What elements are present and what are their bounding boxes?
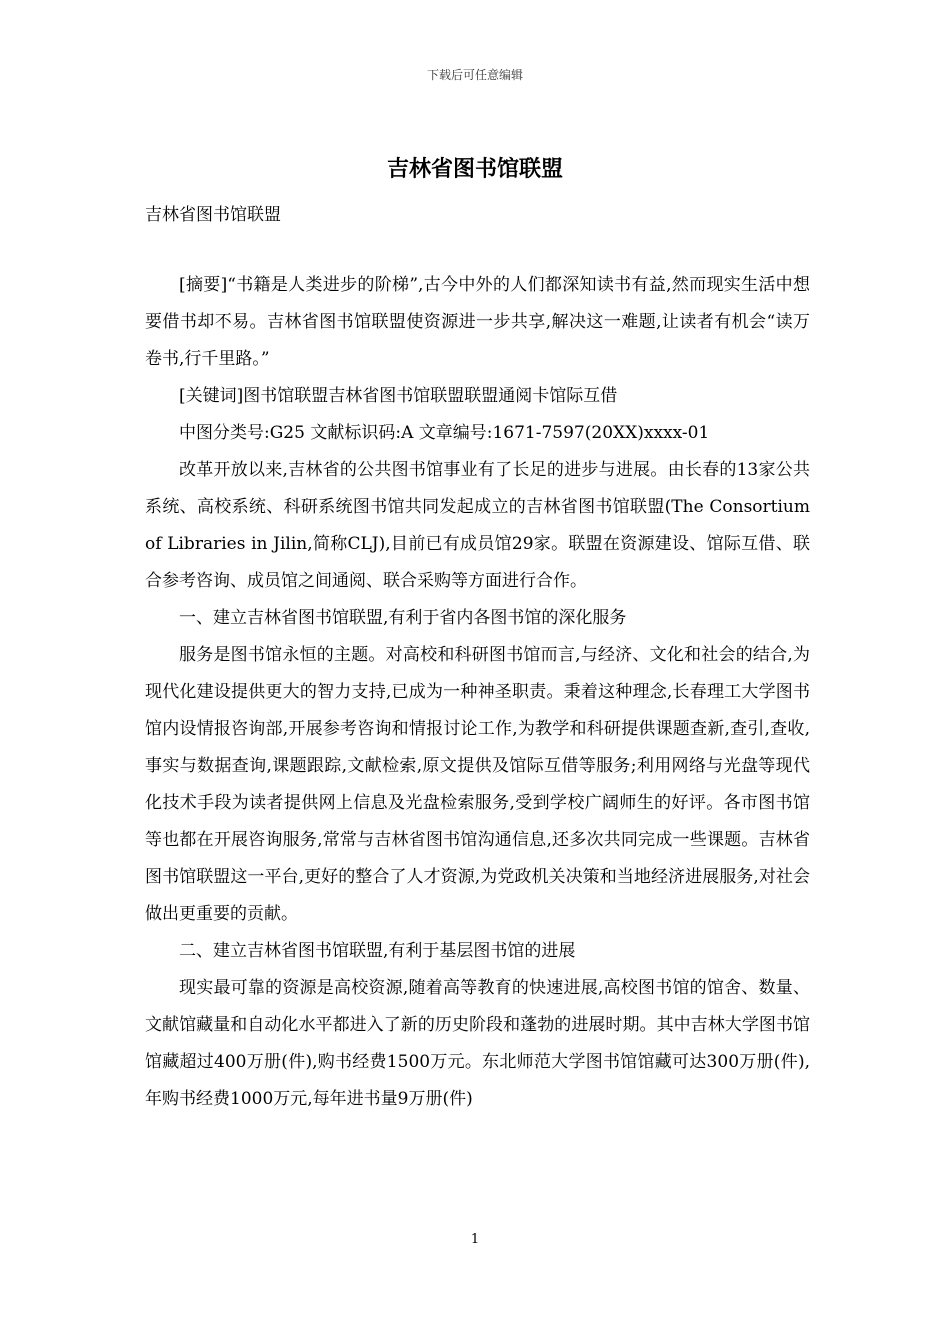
abstract-paragraph: [摘要]“书籍是人类进步的阶梯”,古今中外的人们都深知读书有益,然而现实生活中想要借书却不易。吉林省图书馆联盟使资源进一步共享,解决这一难题,让读者有机会“读万卷书,行千里路。” xyxy=(145,275,810,369)
body-paragraph: 现实最可靠的资源是高校资源,随着高等教育的快速进展,高校图书馆的馆舍、数量、文献馆藏量和自动化水平都进入了新的历史阶段和蓬勃的进展时期。其中吉林大学图书馆馆藏超过400万册(件),购书经费1500万元。东北师范大学图书馆馆藏可达300万册(件),年购书经费1000万元,每年进书量9万册(件) xyxy=(145,978,810,1109)
body-paragraph: 服务是图书馆永恒的主题。对高校和科研图书馆而言,与经济、文化和社会的结合,为现代化建设提供更大的智力支持,已成为一种神圣职责。秉着这种理念,长春理工大学图书馆内设情报咨询部,开展参考咨询和情报讨论工作,为教学和科研提供课题查新,查引,查收,事实与数据查询,课题跟踪,文献检索,原文提供及馆际互借等服务;利用网络与光盘等现代化技术手段为读者提供网上信息及光盘检索服务,受到学校广阔师生的好评。各市图书馆等也都在开展咨询服务,常常与吉林省图书馆沟通信息,还多次共同完成一些课题。吉林省图书馆联盟这一平台,更好的整合了人才资源,为党政机关决策和当地经济进展服务,对社会做出更重要的贡献。 xyxy=(145,645,810,924)
classification-paragraph: 中图分类号:G25 文献标识码:A 文章编号:1671-7597(20XX)xxxx-01 xyxy=(179,423,710,443)
document-author: 吉林省图书馆联盟 xyxy=(145,205,281,225)
section-heading-1: 一、建立吉林省图书馆联盟,有利于省内各图书馆的深化服务 xyxy=(179,608,627,628)
page-header-note: 下载后可任意编辑 xyxy=(426,68,523,82)
section-heading-2: 二、建立吉林省图书馆联盟,有利于基层图书馆的进展 xyxy=(179,941,576,961)
document-title: 吉林省图书馆联盟 xyxy=(386,156,563,182)
body-paragraph: 改革开放以来,吉林省的公共图书馆事业有了长足的进步与进展。由长春的13家公共系统、高校系统、科研系统图书馆共同发起成立的吉林省图书馆联盟(The Consortium of Libraries in Jilin,简称CLJ),目前已有成员馆29家。联盟在资源建设、馆际互借、联合参考咨询、成员馆之间通阅、联合采购等方面进行合作。 xyxy=(145,460,810,591)
document-body xyxy=(145,267,810,1118)
page-number: 1 xyxy=(470,1232,480,1247)
keywords-paragraph: [关键词]图书馆联盟吉林省图书馆联盟联盟通阅卡馆际互借 xyxy=(179,386,618,406)
